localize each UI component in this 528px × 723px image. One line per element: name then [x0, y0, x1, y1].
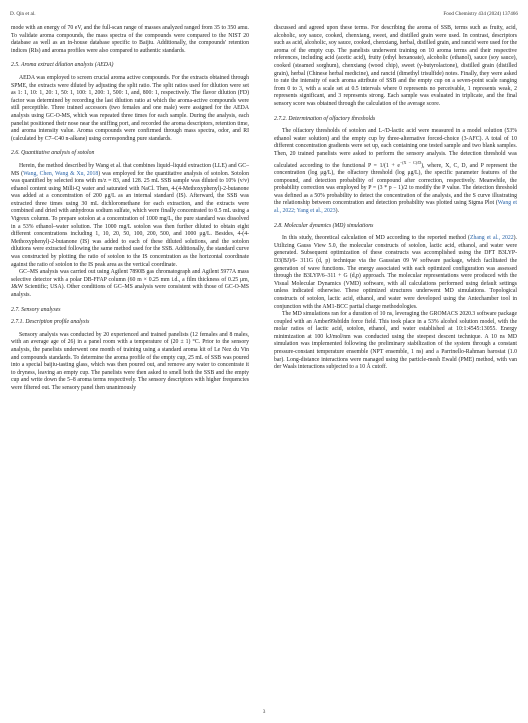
citation-link[interactable]: Wang et al., 2022; Yang et al., 2023	[274, 200, 517, 214]
paragraph: GC–MS analysis was carried out using Agilent 7890B gas chromatograph and Agilent 5977A mass selective detector with a polar DB-FFAP column (60 m × 0.25 mm i.d., a film thickness of 0.25 μm, J&W Scientific; USA). Other conditions of GC–MS analysis were consistent with those of GC-O-MS analysis.	[11, 269, 249, 298]
section-heading-2-6: 2.6. Quantitative analysis of sotolon	[11, 150, 95, 157]
citation-link[interactable]: Zhang et al., 2022	[469, 235, 514, 242]
header-journal: Food Chemistry 434 (2024) 137466	[443, 11, 518, 17]
subsection-heading-2-7-2: 2.7.2. Determination of olfactory thresholds	[274, 115, 376, 122]
section-heading-2-7: 2.7. Sensory analyses	[11, 306, 61, 313]
subsection-heading-2-7-1: 2.7.1. Description profile analysis	[11, 319, 90, 326]
paragraph: discussed and agreed upon these terms. For describing the aroma of SSB, terms such as fruity, acid, alcoholic, soy sauce, cooked, chenxiang, sweet, and distilled grain were used. In contrast, descriptors such as acid, alcoholic, soy sauce, cooked, chenxiang, herbal, distilled grain, and rancid were used for the aroma of the empty cup. The panelists underwent training on 10 aroma terms and their respective references, including acid (acetic acid), fruity (ethyl hexanoate), alcoholic (ethanol), sauce (soy sauce), cooked (steamed sorghum), chenxiang (wood chip), sweet (γ-butyrolactone), distilled grain (distilled grain), herbal (Chinese herbal medicine), and rancid (dimethyl trisulfide) notes. Finally, they were asked to rate the intensity of each aroma attribute of SSB and the empty cup on a seven-point scale ranging from 0 to 3, with a scale set at 0.5 intervals where 0 represents no perceivable, 1 represents weak, 2 represents significant, and 3 represents strong. Each sample was evaluated in triplicate, and the final sensory score was obtained through the calculation of the average score.	[274, 25, 517, 107]
paragraph: AEDA was employed to screen crucial aroma active compounds. For the extracts obtained through SPME, the extracts were diluted by adjusting the split ratio. The split ratios used for dilution were set as 1: 1, 10: 1, 20: 1, 50: 1, 100: 1, 200: 1, 500: 1, and, 800: 1, respectively. The flavor dilution (FD) factor was determined by recording the last dilution ratio at which the aroma-active compounds were still perceptible. Three trained accessors (two females and one male) were assigned for the AEDA analysis using GC-O-MS, which was repeated three times for each sample. During the analysis, each panelist positioned their nose near the sniffing port, and recorded the aroma descriptors, retention time, and aroma intensity value. Aroma compounds were confirmed through mass spectra, odor, and RI (calculated by C7–C40 n-alkane) using corresponding pure standards.	[11, 74, 249, 142]
section-heading-2-8: 2.8. Molecular dynamics (MD) simulations	[274, 222, 374, 229]
paragraph: The MD simulations ran for a duration of 10 ns, leveraging the GROMACS 2020.3 software package coupled with an Amber99sbildn force field. This took place in a 53% alcohol solution model, with the molar ratios of lactic acid, sotolon, ethanol, and water established at 10:1:4545:13055. Energy minimization at 100 kJ/mol/nm was conducted using the steepest descent technique. A 10 ns MD simulation was implemented following the preliminary stabilization of the system through a constant pressure-constant temperature ensemble (NPT ensemble, 1 ns) and a Parrinello-Rahman barostat (1.0 bar). Long-distance interactions were managed using the particle-mesh Ewald (PME) method, with van der Waals interactions subjected to a 10 Å cutoff.	[274, 311, 517, 371]
left-column	[11, 25, 249, 393]
paragraph: In this study, theoretical calculation of MD according to the reported method (Zhang et al., 2022). Utilizing Gauss View 5.0, the molecular constructs of sotolon, lactic acid, ethanol, and water were generated. Subsequent optimization of these constructs was accomplished using the DFT B3LYP-D3(BJ)/6- 311G (d, p) technique via the Gaussian 09 W software package, which facilitated the generation of wave functions. The energy associated with each optimized configuration was assessed through the B3LYP/6–311 + G (d,p) approach. The molecular representations were produced with the Visual Molecular Dynamics (VMD) software, with all calculations performed using default settings unless indicated otherwise. These optimized structures underwent MD simulations. Topological constructs of sotolon, lactic acid, ethanol, and water were developed using the Antechamber tool in conjunction with the AM1-BCC partial charge methodologies.	[274, 235, 517, 310]
paragraph: Sensory analysis was conducted by 20 experienced and trained panelists (12 females and 8 males, with an average age of 26) in a panel room with a temperature of (20 ± 1) °C. Prior to the sensory analysis, the panelists underwent one month of training using a standard aroma kit of Le Nez du Vin and compounds standards. To determine the aroma profile of the empty cup, 25 mL of SSB was poured into a special baijiu-tasting glass, which was then poured out, and remove any water to concentrate it to dryness, leaving an empty cup. The panelists were then asked to smell both the SSB and the empty cup and write down the 5–8 aroma terms respectively. The sensory descriptors with higher frequencies were filtered out. The sensory panel then unanimously	[11, 331, 249, 391]
page-number: 3	[262, 709, 266, 715]
paragraph: The olfactory thresholds of sotolon and L-/D-lactic acid were measured in a model solution (53% ethanol water solution) and the empty cup by three-alternative forced-choice (3-AFC). A total of 10 different concentration gradients were set up, each containing one tested sample and two blank samples. Then, 20 trained panelists were asked to perform the sensory analysis. The detection threshold was calculated according to the functional $P = 1/(1 + e^{-(X - C)/D})$, where, X, C, D, and P represent the concentration (log μg/L), the olfactory threshold (log μg/L), the specific parameter features of the compound, and detection probability of compound after correction, respectively. Meanwhile, the probability correction was employed by P = (3 * p − 1)/2 to modify the P value. The detection threshold was defined as a 50% probability to detect the concentration of the analysis, and the S curve illustrating the relationship between concentration and detection probability was plotted using Sigma Plot (Wang et al., 2022; Yang et al., 2023).	[274, 128, 517, 214]
paragraph: Herein, the method described by Wang et al. that combines liquid–liquid extraction (LLE) and GC–MS (Wang, Chen, Wang & Xu, 2018) was employed for the quantitative analysis of sotolon. Sotolon was quantified by selected ions with m/z = 83, and 128. 25 mL SSB sample was diluted to 10% (v/v) ethanol content using Milli-Q water and saturated with NaCl. Then, 4-(4-Methoxyphenyl)-2-butanone was added at a concentration of 200 μg/L as an internal standard (IS). Afterward, the SSB was extracted three times using 30 mL dichloromethane for each extraction, and the extracts were combined and dried with anhydrous sodium sulfate, which were finally concentrated to 0.5 mL using a Vigreux column. To prepare sotolon at a concentration of 1000 mg/L, the pure standard was dissolved in a 53% ethanol–water solution. The 1000 mg/L sotolon was then further diluted to obtain eight different concentrations including 1, 10, 20, 50, 100, 200, 500, and 1000 μg/L. Besides, 4-(4-Methoxyphenyl)-2-butanone (IS) was added to each of these diluted solutions, and the sotolon dilutions were extracted following the same method used for the SSB. Additionally, the standard curve was constructed by plotting the ratio of sotolon to the IS concentration as the horizontal coordinate against the ratio of sotolon to the IS peak area as the vertical coordinate.	[11, 162, 249, 268]
citation-link[interactable]: Wang, Chen, Wang & Xu, 2018	[23, 170, 99, 177]
section-heading-2-5: 2.5. Aroma extract dilution analysis (AEDA)	[11, 62, 114, 69]
right-column	[274, 25, 517, 372]
paragraph: mode with an energy of 70 eV, and the full-scan range of masses analyzed ranged from 35 to 350 amu. To validate aroma compounds, the mass spectra of the compounds were compared to the NIST 20 database as well as an in-house database specific to Baijiu. Additionally, the compounds' retention indices (RIs) and aroma profiles were also compared to authentic standards.	[11, 25, 249, 54]
header-authors: D. Qin et al.	[10, 11, 36, 17]
